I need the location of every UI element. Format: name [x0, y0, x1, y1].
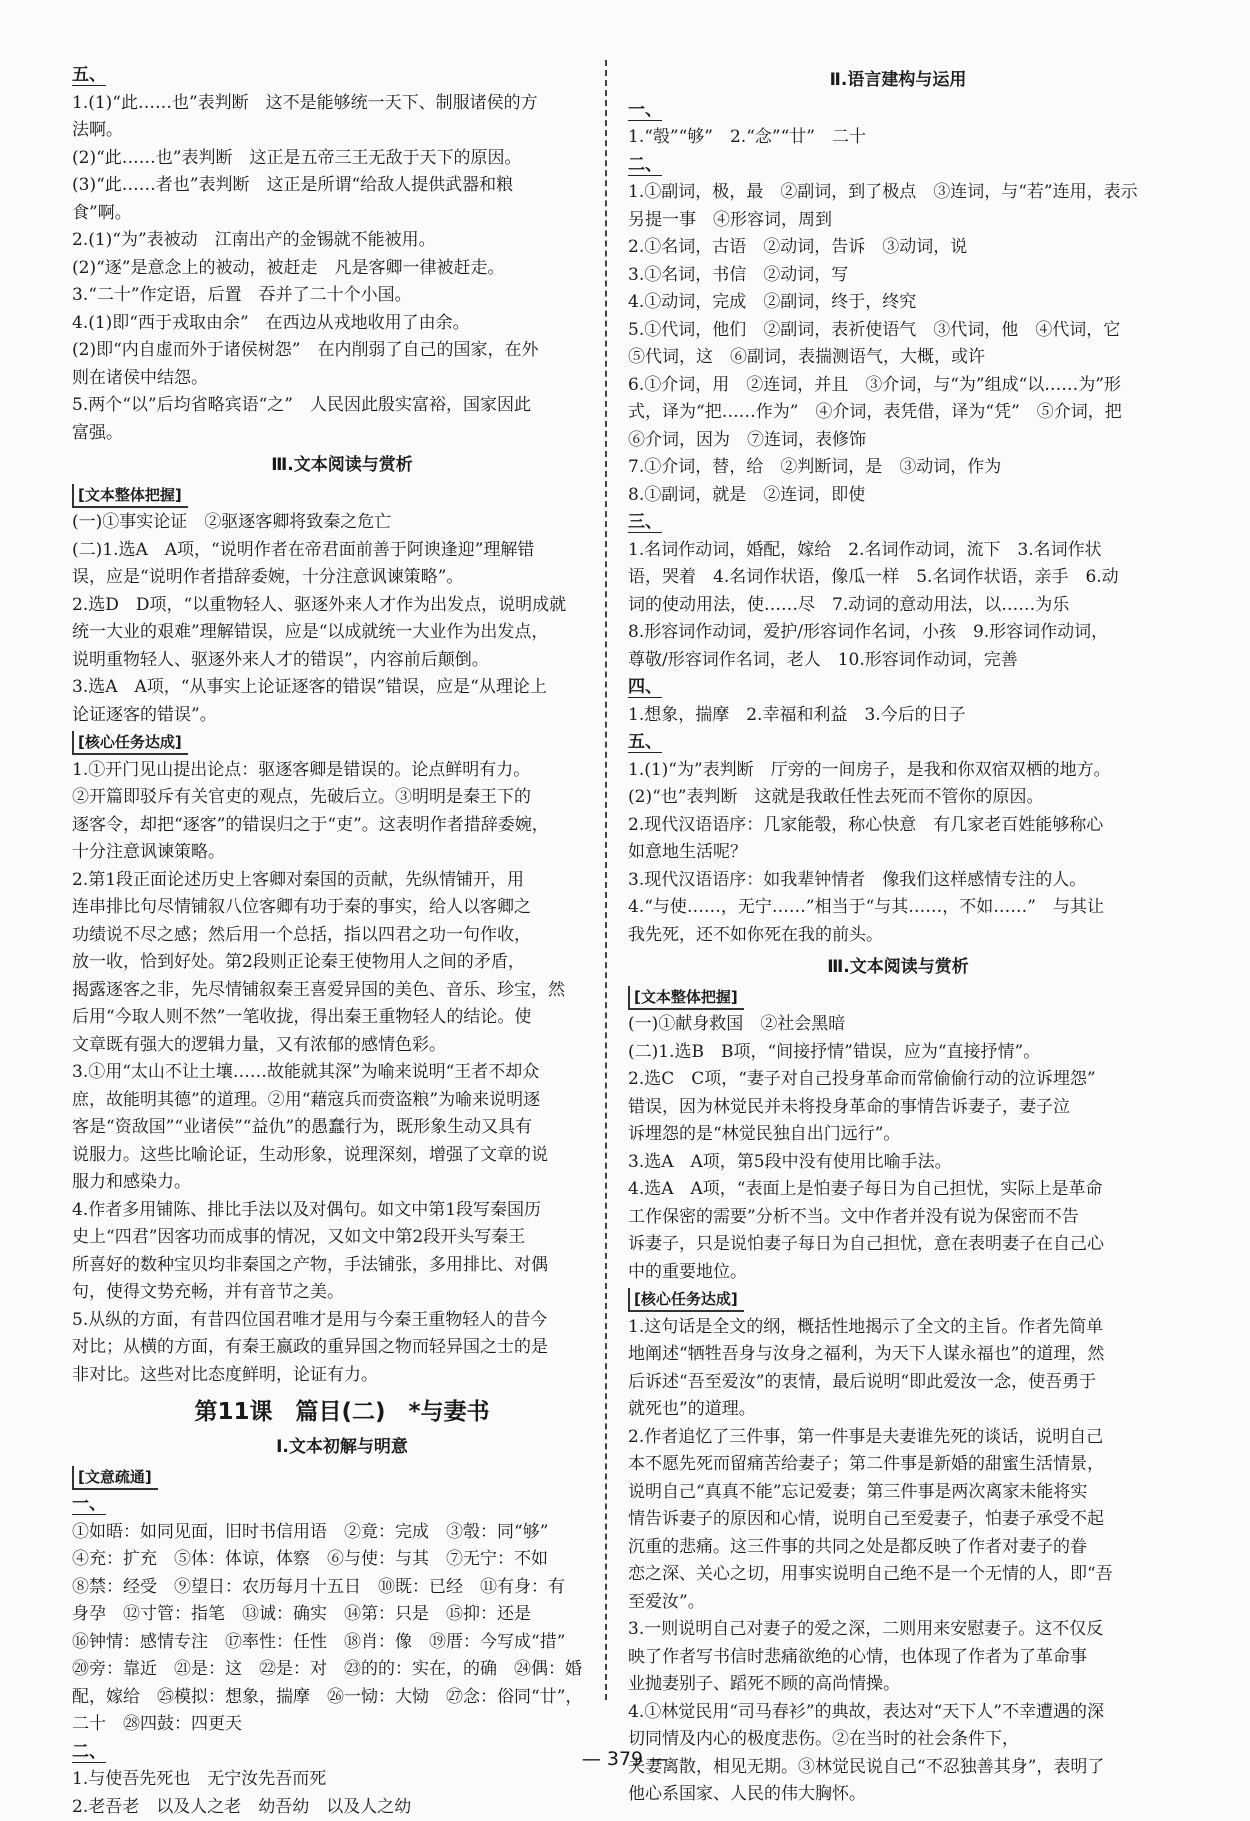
section-tag-row [72, 729, 612, 757]
text-line: 3.现代汉语语序：如我辈钟情者 像我们这样感情专注的人。 [628, 867, 1168, 895]
text-line: 中的重要地位。 [628, 1259, 1168, 1287]
text-line: 句，使得文势充畅，并有音节之美。 [72, 1279, 612, 1307]
text-line: 式，译为“把……作为” ④介词，表凭借，译为“凭” ⑤介词，把 [628, 399, 1168, 427]
text-line: 尊敬/形容词作名词，老人 10.形容词作动词，完善 [628, 647, 1168, 675]
text-line: 8.①副词，就是 ②连词，即使 [628, 482, 1168, 510]
text-line: 夫妻离散，相见无期。③林觉民说自己“不忍独善其身”，表明了 [628, 1754, 1168, 1782]
section-tag: [文意疏通] [72, 1466, 158, 1490]
text-line: 1.(1)“此……也”表判断 这不是能够统一天下、制服诸侯的方 [72, 90, 612, 118]
text-line: 4.①林觉民用“司马春衫”的典故，表达对“天下人”不幸遭遇的深 [628, 1699, 1168, 1727]
text-line: ⑯钟情：感情专注 ⑰率性：任性 ⑱肖：像 ⑲厝：今写成“措” [72, 1629, 612, 1657]
text-line: 1.①副词，极，最 ②副词，到了极点 ③连词，与“若”连用，表示 [628, 179, 1168, 207]
section-marker: 二、 [628, 155, 662, 176]
text-line: 说明重物轻人、驱逐外来人才的错误”，内容前后颠倒。 [72, 647, 612, 675]
text-line: 恋之深、关心之切，用事实说明自己绝不是一个无情的人，即“吾 [628, 1561, 1168, 1589]
text-line: 法啊。 [72, 117, 612, 145]
text-line: (2)“也”表判断 这就是我敢任性去死而不管你的原因。 [628, 784, 1168, 812]
text-line: (3)“此……者也”表判断 这正是所谓“给敌人提供武器和粮 [72, 172, 612, 200]
text-line: 配，嫁给 ㉕模拟：想象，揣摩 ㉖一恸：大恸 ㉗念：俗同“廿”， [72, 1684, 612, 1712]
section-marker: 五、 [72, 65, 106, 86]
text-line: 就死也”的道理。 [628, 1396, 1168, 1424]
text-line: ⑳旁：靠近 ㉑是：这 ㉒是：对 ㉓的的：实在，的确 ㉔偶：婚 [72, 1656, 612, 1684]
text-line: (二)1.选B B项，“间接抒情”错误，应为“直接抒情”。 [628, 1039, 1168, 1067]
section-marker: 一、 [72, 1494, 106, 1515]
text-line: 连串排比句尽情铺叙八位客卿有功于秦的事实，给人以客卿之 [72, 894, 612, 922]
text-line: 身孕 ⑫寸管：指笔 ⑬诚：确实 ⑭第：只是 ⑮抑：还是 [72, 1601, 612, 1629]
text-line: 非对比。这些对比态度鲜明，论证有力。 [72, 1362, 612, 1390]
text-line: 2.第1段正面论述历史上客卿对秦国的贡献，先纵情铺开，用 [72, 867, 612, 895]
section-marker-row [628, 97, 1168, 125]
text-line: 史上“四君”因客功而成事的情况，又如文中第2段开头写秦王 [72, 1224, 612, 1252]
text-line: 1.“彀”“够” 2.“念”“廿” 二十 [628, 124, 1168, 152]
text-line: 地阐述“牺牲吾身与汝身之福利，为天下人谋永福也”的道理，然 [628, 1341, 1168, 1369]
text-line: 语，哭着 4.名词作状语，像瓜一样 5.名词作状语，亲手 6.动 [628, 564, 1168, 592]
section-marker: 一、 [628, 100, 662, 121]
text-line: ⑤代词，这 ⑥副词，表揣测语气，大概，或许 [628, 344, 1168, 372]
text-line: 6.①介词，用 ②连词，并且 ③介词，与“为”组成“以……为”形 [628, 372, 1168, 400]
text-line: (2)“逐”是意念上的被动，被赶走 凡是客卿一律被赶走。 [72, 255, 612, 283]
text-line: 说服力。这些比喻论证，生动形象，说理深刻，增强了文章的说 [72, 1142, 612, 1170]
text-line: 4.(1)即“西于戎取由余” 在西边从戎地收用了由余。 [72, 310, 612, 338]
text-line: (2)“此……也”表判断 这正是五帝三王无敌于天下的原因。 [72, 145, 612, 173]
section-tag: [核心任务达成] [72, 731, 188, 755]
text-line: 2.老吾老 以及人之老 幼吾幼 以及人之幼 [72, 1794, 612, 1821]
text-line: 3.①名词，书信 ②动词，写 [628, 262, 1168, 290]
section-marker: 五、 [628, 732, 662, 753]
section-marker: 三、 [628, 512, 662, 533]
text-line: 庶，故能明其德”的道理。②用“藉寇兵而赍盗粮”为喻来说明逐 [72, 1087, 612, 1115]
text-line: (2)即“内自虚而外于诸侯树怨” 在内削弱了自己的国家，在外 [72, 337, 612, 365]
text-line: 文章既有强大的逻辑力量，又有浓郁的感情色彩。 [72, 1032, 612, 1060]
text-line: 至爱汝”。 [628, 1589, 1168, 1617]
text-line: ②开篇即驳斥有关官吏的观点，先破后立。③明明是秦王下的 [72, 784, 612, 812]
text-line: 2.选C C项，“妻子对自己投身革命而常偷偷行动的泣诉埋怨” [628, 1066, 1168, 1094]
section-marker-row [72, 1491, 612, 1519]
text-line: 词的使动用法，使……尽 7.动词的意动用法，以……为乐 [628, 592, 1168, 620]
text-line: 论证逐客的错误”。 [72, 702, 612, 730]
text-line: 客是“资敌国”“业诸侯”“益仇”的愚蠢行为，既形象生动又具有 [72, 1114, 612, 1142]
text-line: 沉重的悲痛。这三件事的共同之处是都反映了作者对妻子的眷 [628, 1534, 1168, 1562]
text-line: 业抛妻别子、蹈死不顾的高尚情操。 [628, 1671, 1168, 1699]
text-line: 说明自己“真真不能”忘记爱妻；第三件事是两次离家未能将实 [628, 1479, 1168, 1507]
section-tag: [文本整体把握] [628, 986, 744, 1010]
lesson-title: 第11课 篇目(二) *与妻书 [72, 1395, 612, 1429]
text-line: 则在诸侯中结怨。 [72, 365, 612, 393]
text-line: 4.选A A项，“表面上是怕妻子每日为自己担忧，实际上是革命 [628, 1176, 1168, 1204]
text-line: 我先死，还不如你死在我的前头。 [628, 922, 1168, 950]
text-line: 他心系国家、人民的伟大胸怀。 [628, 1781, 1168, 1809]
text-line: 工作保密的需要”分析不当。文中作者并没有说为保密而不告 [628, 1204, 1168, 1232]
text-line: 另提一事 ④形容词，周到 [628, 207, 1168, 235]
text-line: 错误，因为林觉民并未将投身革命的事情告诉妻子，妻子泣 [628, 1094, 1168, 1122]
text-line: (二)1.选A A项，“说明作者在帝君面前善于阿谀逢迎”理解错 [72, 537, 612, 565]
text-line: 1.这句话是全文的纲，概括性地揭示了全文的主旨。作者先简单 [628, 1314, 1168, 1342]
text-line: 功绩说不尽之感；然后用一个总括，指以四君之功一句作收， [72, 922, 612, 950]
text-line: 4.“与使……，无宁……”相当于“与其……，不如……” 与其让 [628, 894, 1168, 922]
right-column [628, 62, 1168, 1809]
text-line: 5.①代词，他们 ②副词，表祈使语气 ③代词，他 ④代词，它 [628, 317, 1168, 345]
text-line: 4.作者多用铺陈、排比手法以及对偶句。如文中第1段写秦国历 [72, 1197, 612, 1225]
text-line: 1.想象，揣摩 2.幸福和利益 3.今后的日子 [628, 702, 1168, 730]
text-line: 逐客令，却把“逐客”的错误归之于“吏”。这表明作者措辞委婉， [72, 812, 612, 840]
text-line: ⑧禁：经受 ⑨望日：农历每月十五日 ⑩既：已经 ⑪有身：有 [72, 1574, 612, 1602]
text-line: 富强。 [72, 420, 612, 448]
text-line: 2.作者追忆了三件事，第一件事是夫妻谁先死的谈话，说明自己 [628, 1424, 1168, 1452]
text-line: 二十 ㉘四鼓：四更天 [72, 1711, 612, 1739]
text-line: (一)①献身救国 ②社会黑暗 [628, 1011, 1168, 1039]
section-tag: [核心任务达成] [628, 1288, 744, 1312]
text-line: (一)①事实论证 ②驱逐客卿将致秦之危亡 [72, 509, 612, 537]
text-line: 诉埋怨的是“林觉民独自出门远行”。 [628, 1121, 1168, 1149]
text-line: ⑥介词，因为 ⑦连词，表修饰 [628, 427, 1168, 455]
section-marker-row [628, 152, 1168, 180]
text-line: 4.①动词，完成 ②副词，终于，终究 [628, 289, 1168, 317]
text-line: 所喜好的数种宝贝均非秦国之产物，手法铺张，多用排比、对偶 [72, 1252, 612, 1280]
section-tag-row [72, 1464, 612, 1492]
text-line: 3.选A A项，第5段中没有使用比喻手法。 [628, 1149, 1168, 1177]
section-marker: 四、 [628, 677, 662, 698]
text-line: 3.一则说明自己对妻子的爱之深，二则用来安慰妻子。这不仅反 [628, 1616, 1168, 1644]
text-line: 十分注意讽谏策略。 [72, 839, 612, 867]
section-marker-row [628, 674, 1168, 702]
section-heading: Ⅲ.文本阅读与赏析 [628, 954, 1168, 982]
text-line: 8.形容词作动词，爱护/形容词作名词，小孩 9.形容词作动词， [628, 619, 1168, 647]
text-line: 食”啊。 [72, 200, 612, 228]
text-line: 如意地生活呢？ [628, 839, 1168, 867]
section-marker: 二、 [72, 1742, 106, 1763]
section-heading: Ⅲ.文本阅读与赏析 [72, 452, 612, 480]
text-line: 统一大业的艰难”理解错误，应是“以成就统一大业作为出发点， [72, 619, 612, 647]
text-line: 2.(1)“为”表被动 江南出产的金锡就不能被用。 [72, 227, 612, 255]
section-tag-row [628, 1286, 1168, 1314]
text-line: 诉妻子，只是说怕妻子每日为自己担忧，意在表明妻子在自己心 [628, 1231, 1168, 1259]
text-line: 切同情及内心的极度悲伤。②在当时的社会条件下， [628, 1726, 1168, 1754]
column-divider [605, 60, 607, 1700]
text-line: 7.①介词，替，给 ②判断词，是 ③动词，作为 [628, 454, 1168, 482]
section-marker-row [628, 509, 1168, 537]
section-marker-row [628, 729, 1168, 757]
section-heading: Ⅰ.文本初解与明意 [72, 1434, 612, 1462]
text-line: 5.两个“以”后均省略宾语“之” 人民因此殷实富裕，国家因此 [72, 392, 612, 420]
text-line: 3.①用“太山不让土壤……故能就其深”为喻来说明“王者不却众 [72, 1059, 612, 1087]
text-line: 情告诉妻子的原因和心情，说明自己至爱妻子，怕妻子承受不起 [628, 1506, 1168, 1534]
text-line: 放一收，恰到好处。第2段则正论秦王使物用人之间的矛盾， [72, 949, 612, 977]
text-line: 1.名词作动词，婚配，嫁给 2.名词作动词，流下 3.名词作状 [628, 537, 1168, 565]
left-column [72, 62, 612, 1821]
text-line: 后诉述“吾至爱汝”的衷情，最后说明“即此爱汝一念，使吾勇于 [628, 1369, 1168, 1397]
text-line: 2.现代汉语语序：几家能彀，称心快意 有几家老百姓能够称心 [628, 812, 1168, 840]
text-line: 1.(1)“为”表判断 厅旁的一间房子，是我和你双宿双栖的地方。 [628, 757, 1168, 785]
text-line: 3.选A A项，“从事实上论证逐客的错误”错误，应是“从理论上 [72, 674, 612, 702]
section-tag: [文本整体把握] [72, 484, 188, 508]
text-line: ①如晤：如同见面，旧时书信用语 ②竟：完成 ③彀：同“够” [72, 1519, 612, 1547]
text-line: 对比；从横的方面，有秦王嬴政的重异国之物而轻异国之士的是 [72, 1334, 612, 1362]
text-line: 揭露逐客之非，先尽情铺叙秦王喜爱异国的美色、音乐、珍宝，然 [72, 977, 612, 1005]
section-tag-row [628, 984, 1168, 1012]
text-line: 3.“二十”作定语，后置 吞并了二十个小国。 [72, 282, 612, 310]
text-line: 5.从纵的方面，有昔四位国君唯才是用与今秦王重物轻人的昔今 [72, 1307, 612, 1335]
text-line: 后用“今取人则不然”一笔收拢，得出秦王重物轻人的结论。使 [72, 1004, 612, 1032]
text-line: 1.①开门见山提出论点：驱逐客卿是错误的。论点鲜明有力。 [72, 757, 612, 785]
text-line: 映了作者写书信时悲痛欲绝的心情，也体现了作者为了革命事 [628, 1644, 1168, 1672]
text-line: 2.选D D项，“以重物轻人、驱逐外来人才作为出发点，说明成就 [72, 592, 612, 620]
text-line: 本不愿先死而留痛苦给妻子；第二件事是新婚的甜蜜生活情景， [628, 1451, 1168, 1479]
section-tag-row [72, 482, 612, 510]
page-number: — 379 — [0, 1748, 1250, 1770]
section-marker-row [72, 62, 612, 90]
text-line: 误，应是“说明作者措辞委婉，十分注意讽谏策略”。 [72, 564, 612, 592]
text-line: 服力和感染力。 [72, 1169, 612, 1197]
section-heading: Ⅱ.语言建构与运用 [628, 67, 1168, 95]
text-line: 1.与使吾先死也 无宁汝先吾而死 [72, 1766, 612, 1794]
text-line: ④充：扩充 ⑤体：体谅，体察 ⑥与使：与其 ⑦无宁：不如 [72, 1546, 612, 1574]
text-line: 2.①名词，古语 ②动词，告诉 ③动词，说 [628, 234, 1168, 262]
